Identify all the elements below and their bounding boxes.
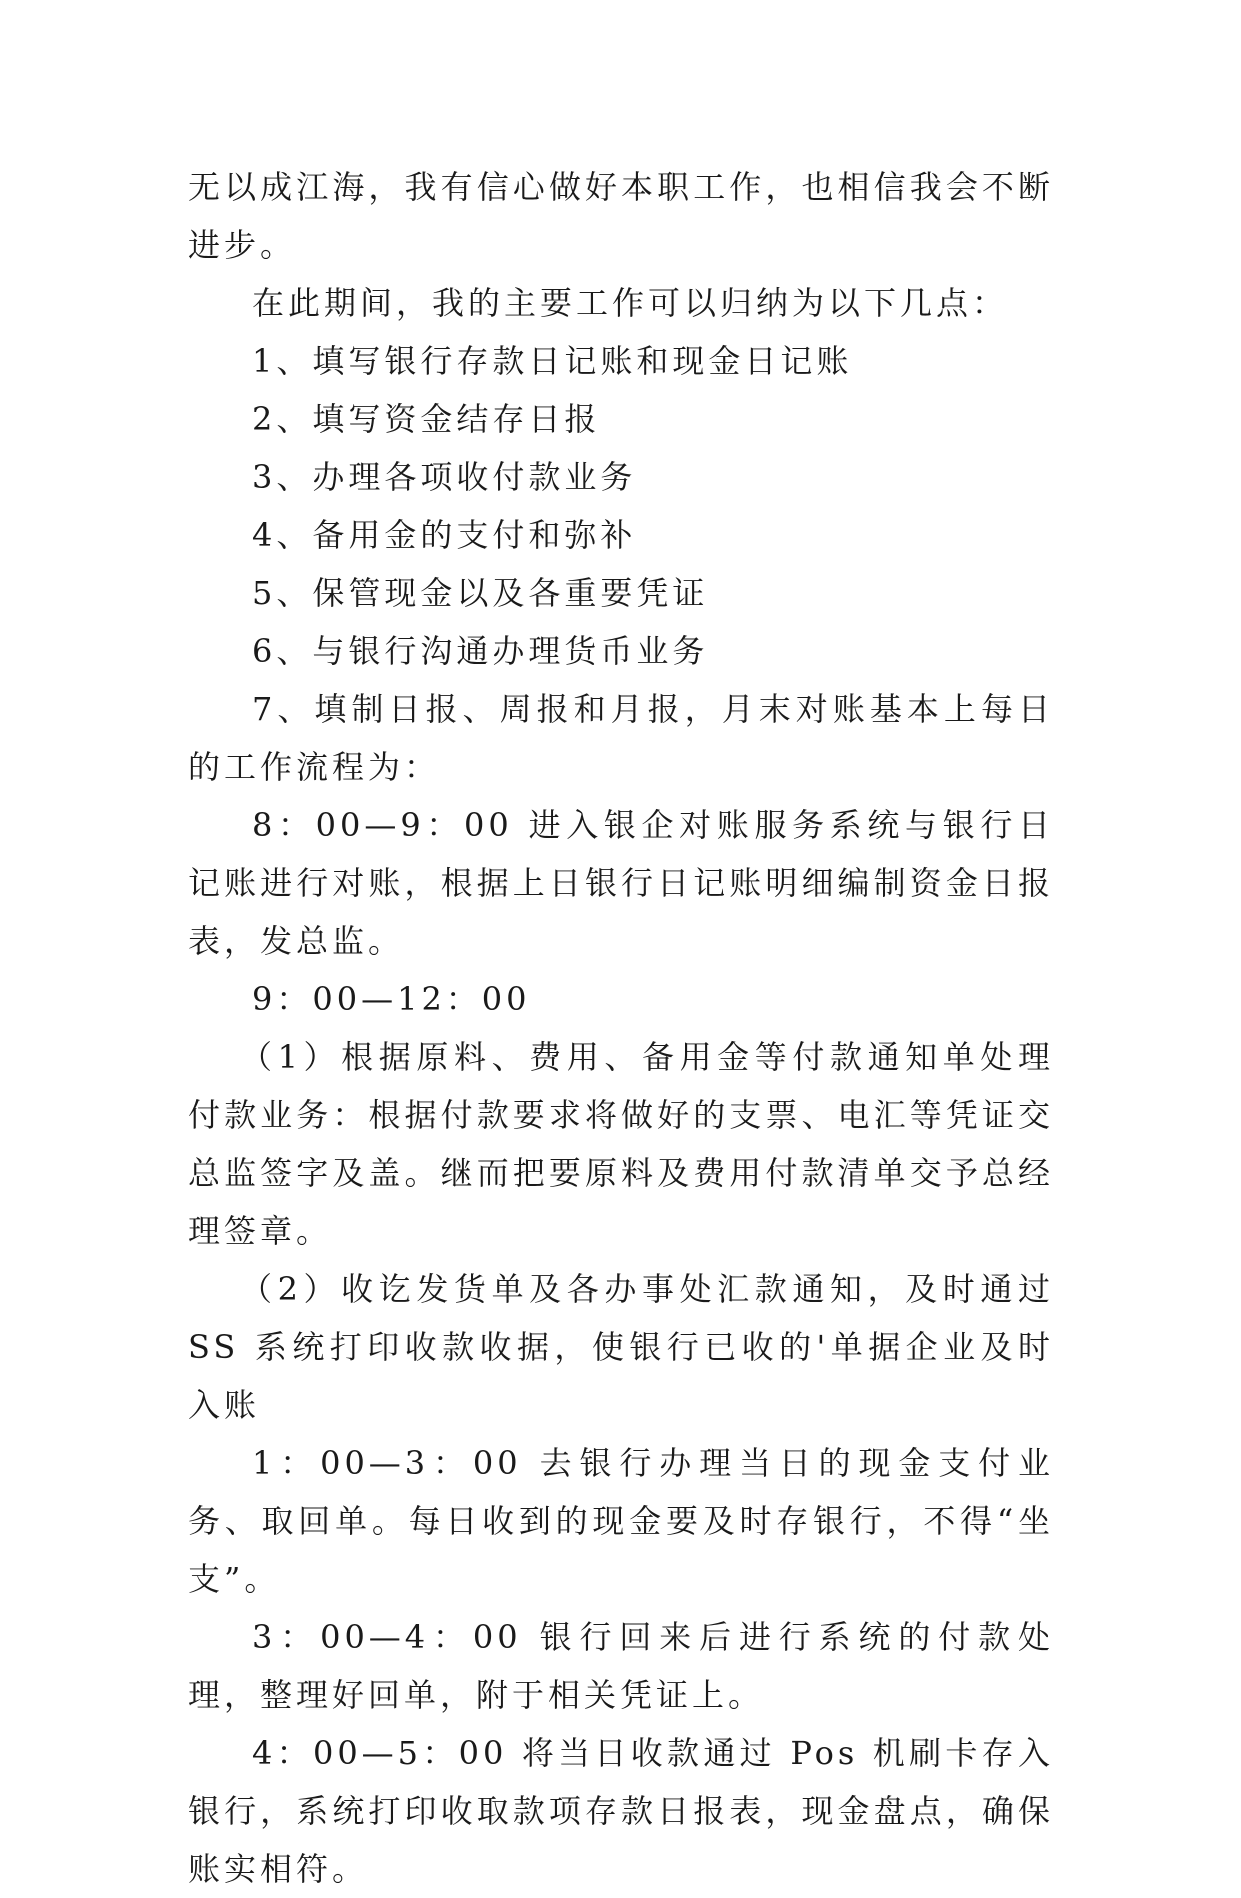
list-item-3: 3、办理各项收付款业务 <box>252 458 637 496</box>
paragraph-intro: 在此期间，我的主要工作可以归纳为以下几点： <box>252 284 1009 322</box>
schedule-sub-1: （1）根据原料、费用、备用金等付款通知单处理付款业务：根据付款要求将做好的支票、电汇等凭证交总监签字及盖。继而把要原料及费用付款清单交予总经理签章。 <box>188 1038 1054 1250</box>
list-item-6: 6、与银行沟通办理货币业务 <box>252 632 709 670</box>
schedule-8-9: 8：00—9：00 进入银企对账服务系统与银行日记账进行对账，根据上日银行日记账明细编制资金日报表，发总监。 <box>188 806 1054 960</box>
list-item-2: 2、填写资金结存日报 <box>252 400 601 438</box>
list-item-4: 4、备用金的支付和弥补 <box>252 516 637 554</box>
list-item-1: 1、填写银行存款日记账和现金日记账 <box>252 342 853 380</box>
schedule-9-12: 9：00—12：00 <box>252 980 531 1018</box>
list-item-5: 5、保管现金以及各重要凭证 <box>252 574 709 612</box>
schedule-sub-2: （2）收讫发货单及各办事处汇款通知，及时通过 SS 系统打印收款收据，使银行已收的'单据企业及时入账 <box>188 1270 1054 1424</box>
schedule-1-3: 1：00—3：00 去银行办理当日的现金支付业务、取回单。每日收到的现金要及时存银行，不得“坐支”。 <box>188 1444 1054 1598</box>
list-item-7: 7、填制日报、周报和月报，月末对账基本上每日的工作流程为： <box>188 690 1054 786</box>
document-body <box>188 158 1054 1898</box>
schedule-4-5: 4：00—5：00 将当日收款通过 Pos 机刷卡存入银行，系统打印收取款项存款日报表，现金盘点，确保账实相符。 <box>188 1734 1054 1888</box>
schedule-3-4: 3：00—4：00 银行回来后进行系统的付款处理，整理好回单，附于相关凭证上。 <box>188 1618 1054 1714</box>
paragraph-continuation: 无以成江海，我有信心做好本职工作，也相信我会不断进步。 <box>188 168 1054 264</box>
